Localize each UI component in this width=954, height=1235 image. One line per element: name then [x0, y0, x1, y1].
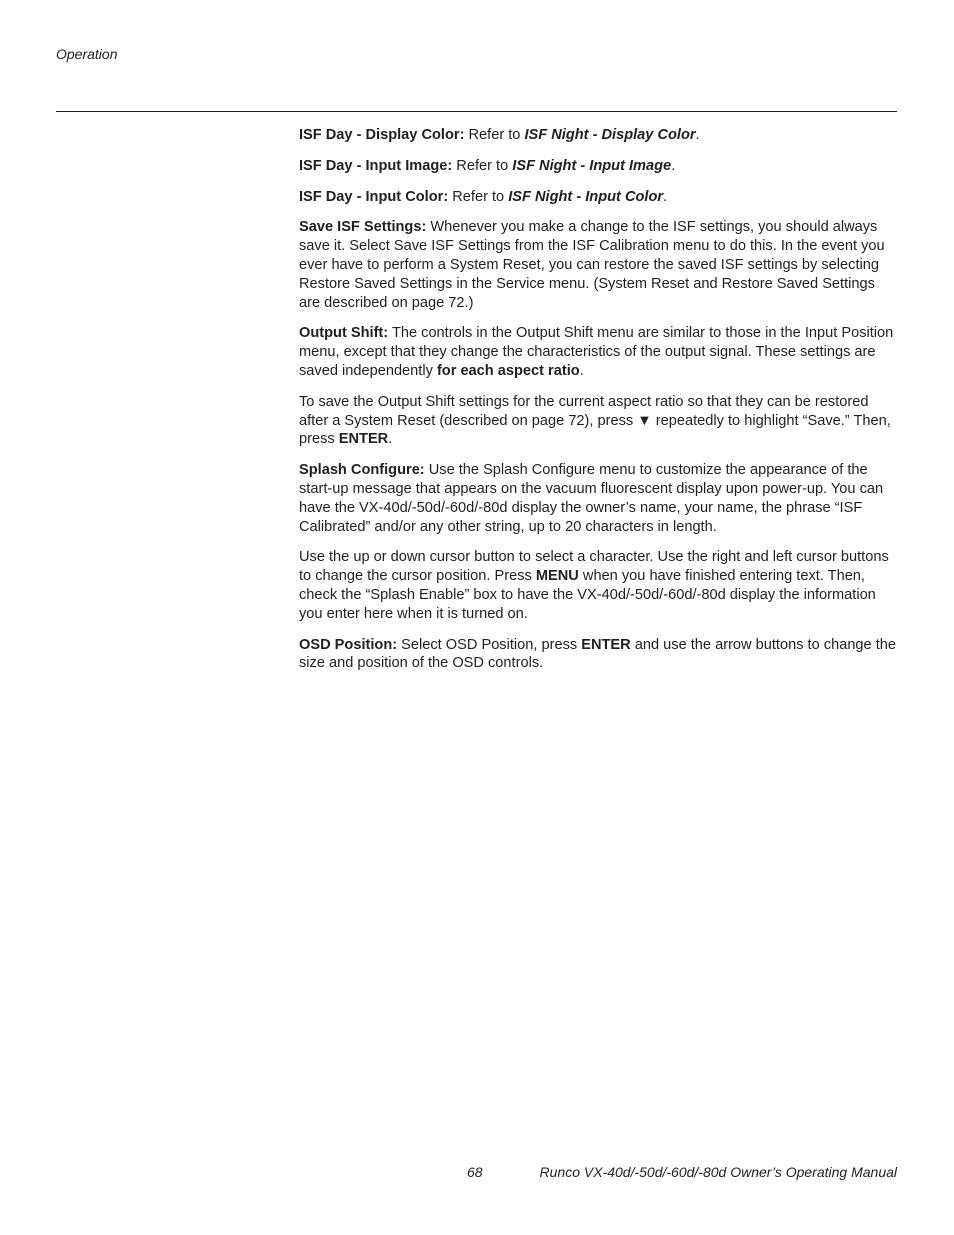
paragraph-text: and use the arrow buttons to change the size and position of the OSD controls. — [299, 636, 897, 672]
paragraph-osd-position — [299, 636, 897, 674]
paragraph-save-isf-settings — [299, 218, 897, 312]
term-label: OSD Position: — [299, 636, 398, 653]
paragraph-text: Refer to — [464, 127, 525, 143]
paragraph-text: Refer to — [452, 157, 513, 174]
paragraph-text: To save the Output Shift settings for the current aspect ratio so that they can be restored after a System Reset (described on page 72), press — [299, 393, 869, 429]
emphasis: for each aspect ratio — [436, 362, 580, 379]
key-name: MENU — [535, 568, 579, 585]
paragraph-text: Use the up or down cursor button to select a character. Use the right and left cursor buttons to change the cursor position. Press — [299, 549, 889, 585]
down-arrow-icon: ▼ — [637, 412, 652, 429]
paragraph-isf-day-input-color — [299, 188, 897, 207]
paragraph-text: Whenever you make a change to the ISF settings, you should always save it. Select Save ISF Settings from the ISF Calibration menu to do this. In the event you ever have to perform a System Reset, you can restore the saved ISF settings by selecting Restore Saved Settings in the Service menu. (System Reset and Restore Saved Settings are described on page 72.) — [299, 219, 885, 311]
term-label: Save ISF Settings: — [299, 219, 427, 236]
paragraph-text: Refer to — [448, 188, 509, 205]
header-divider — [56, 111, 897, 112]
paragraph-text: repeatedly to highlight “Save.” Then, press — [299, 412, 891, 448]
paragraph-splash-configure — [299, 461, 897, 536]
cross-reference: ISF Night - Input Image — [512, 157, 672, 174]
term-label: ISF Day - Input Color: — [299, 188, 449, 205]
punctuation: . — [388, 431, 393, 448]
term-label: ISF Day - Display Color: — [299, 127, 465, 143]
manual-title: Runco VX-40d/-50d/-60d/-80d Owner’s Operating Manual — [539, 1164, 897, 1180]
paragraph-output-shift — [299, 324, 897, 380]
paragraph-text: The controls in the Output Shift menu are similar to those in the Input Position menu, except that they change the characteristics of the output signal. These settings are saved independently — [299, 325, 894, 379]
punctuation: . — [695, 127, 700, 143]
paragraph-isf-day-input-image — [299, 157, 897, 176]
term-label: Splash Configure: — [299, 462, 425, 479]
page-number: 68 — [467, 1164, 483, 1180]
term-label: Output Shift: — [299, 325, 389, 342]
punctuation: . — [579, 362, 584, 379]
punctuation: . — [663, 188, 668, 205]
key-name: ENTER — [338, 431, 389, 448]
running-header: Operation — [56, 46, 118, 62]
paragraph-text: Use the Splash Configure menu to customize the appearance of the start-up message that appears on the vacuum fluorescent display upon power-up. You can have the VX-40d/-50d/-60d/-80d display the owner’s name, your name, the phrase “ISF Calibrated” and/or any other string, up to 20 characters in length. — [299, 462, 884, 535]
key-name: ENTER — [581, 636, 631, 653]
term-label: ISF Day - Input Image: — [299, 157, 453, 174]
cross-reference: ISF Night - Display Color — [524, 127, 696, 143]
cross-reference: ISF Night - Input Color — [508, 188, 664, 205]
body-content — [299, 126, 897, 685]
punctuation: . — [671, 157, 676, 174]
paragraph-text: when you have finished entering text. Then, check the “Splash Enable” box to have the VX-40d/-50d/-60d/-80d display the information you enter here when it is turned on. — [299, 568, 876, 622]
paragraph-splash-cursor — [299, 548, 897, 623]
paragraph-text: Select OSD Position, press — [397, 636, 582, 653]
paragraph-isf-day-display-color — [299, 126, 897, 145]
paragraph-output-shift-save — [299, 393, 897, 449]
